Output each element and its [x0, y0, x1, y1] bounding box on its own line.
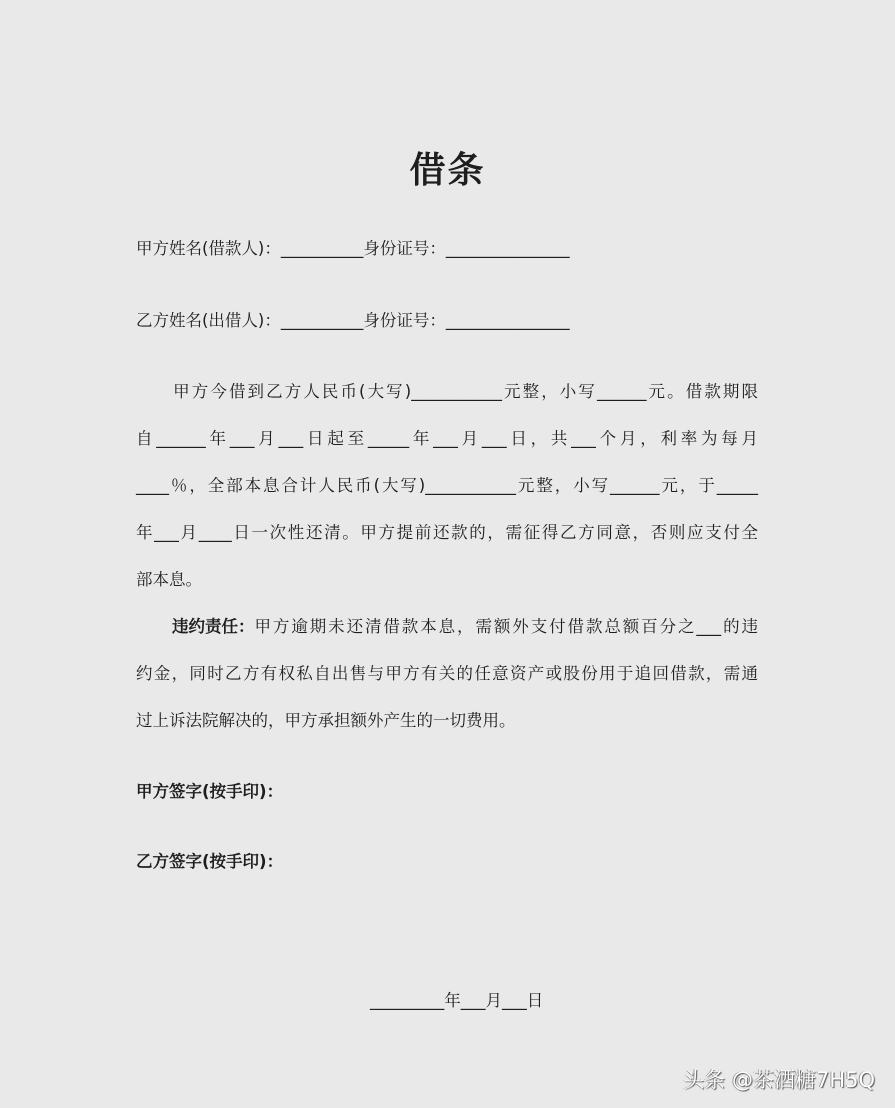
party-b-line: 乙方姓名(出借人)：__________身份证号：_______________: [136, 311, 570, 330]
body-line-4: 年___月____日一次性还清。甲方提前还款的，需征得乙方同意，否则应支付全: [136, 523, 758, 542]
sign-a-label: 甲方签字(按手印)：: [136, 782, 284, 801]
party-a-line: 甲方姓名(借款人)：__________身份证号：_______________: [136, 239, 570, 258]
body-line-5: 部本息。: [136, 570, 202, 589]
liability-line-3: 过上诉法院解决的，甲方承担额外产生的一切费用。: [136, 711, 516, 730]
body-line-3: ____％，全部本息合计人民币(大写)___________元整，小写______元，于_____: [136, 476, 758, 495]
liability-line-1: [172, 616, 758, 638]
watermark: 头条 @茶酒糖7H5Q: [683, 1068, 875, 1092]
document-title: 借条: [409, 150, 486, 191]
liability-text-1: 甲方逾期未还清借款本息，需额外支付借款总额百分之___的违: [254, 617, 758, 636]
date-line: _________年___月___日: [370, 991, 544, 1010]
body-line-1: 甲方今借到乙方人民币(大写)___________元整，小写______元。借款期限: [136, 382, 758, 401]
sign-b-label: 乙方签字(按手印)：: [136, 852, 284, 871]
body-line-2: 自______年___月___日起至_____年___月___日，共___个月，利率为每月: [136, 429, 758, 448]
liability-heading: 违约责任：: [172, 617, 255, 636]
liability-line-2: 约金，同时乙方有权私自出售与甲方有关的任意资产或股份用于追回借款，需通: [136, 664, 758, 683]
